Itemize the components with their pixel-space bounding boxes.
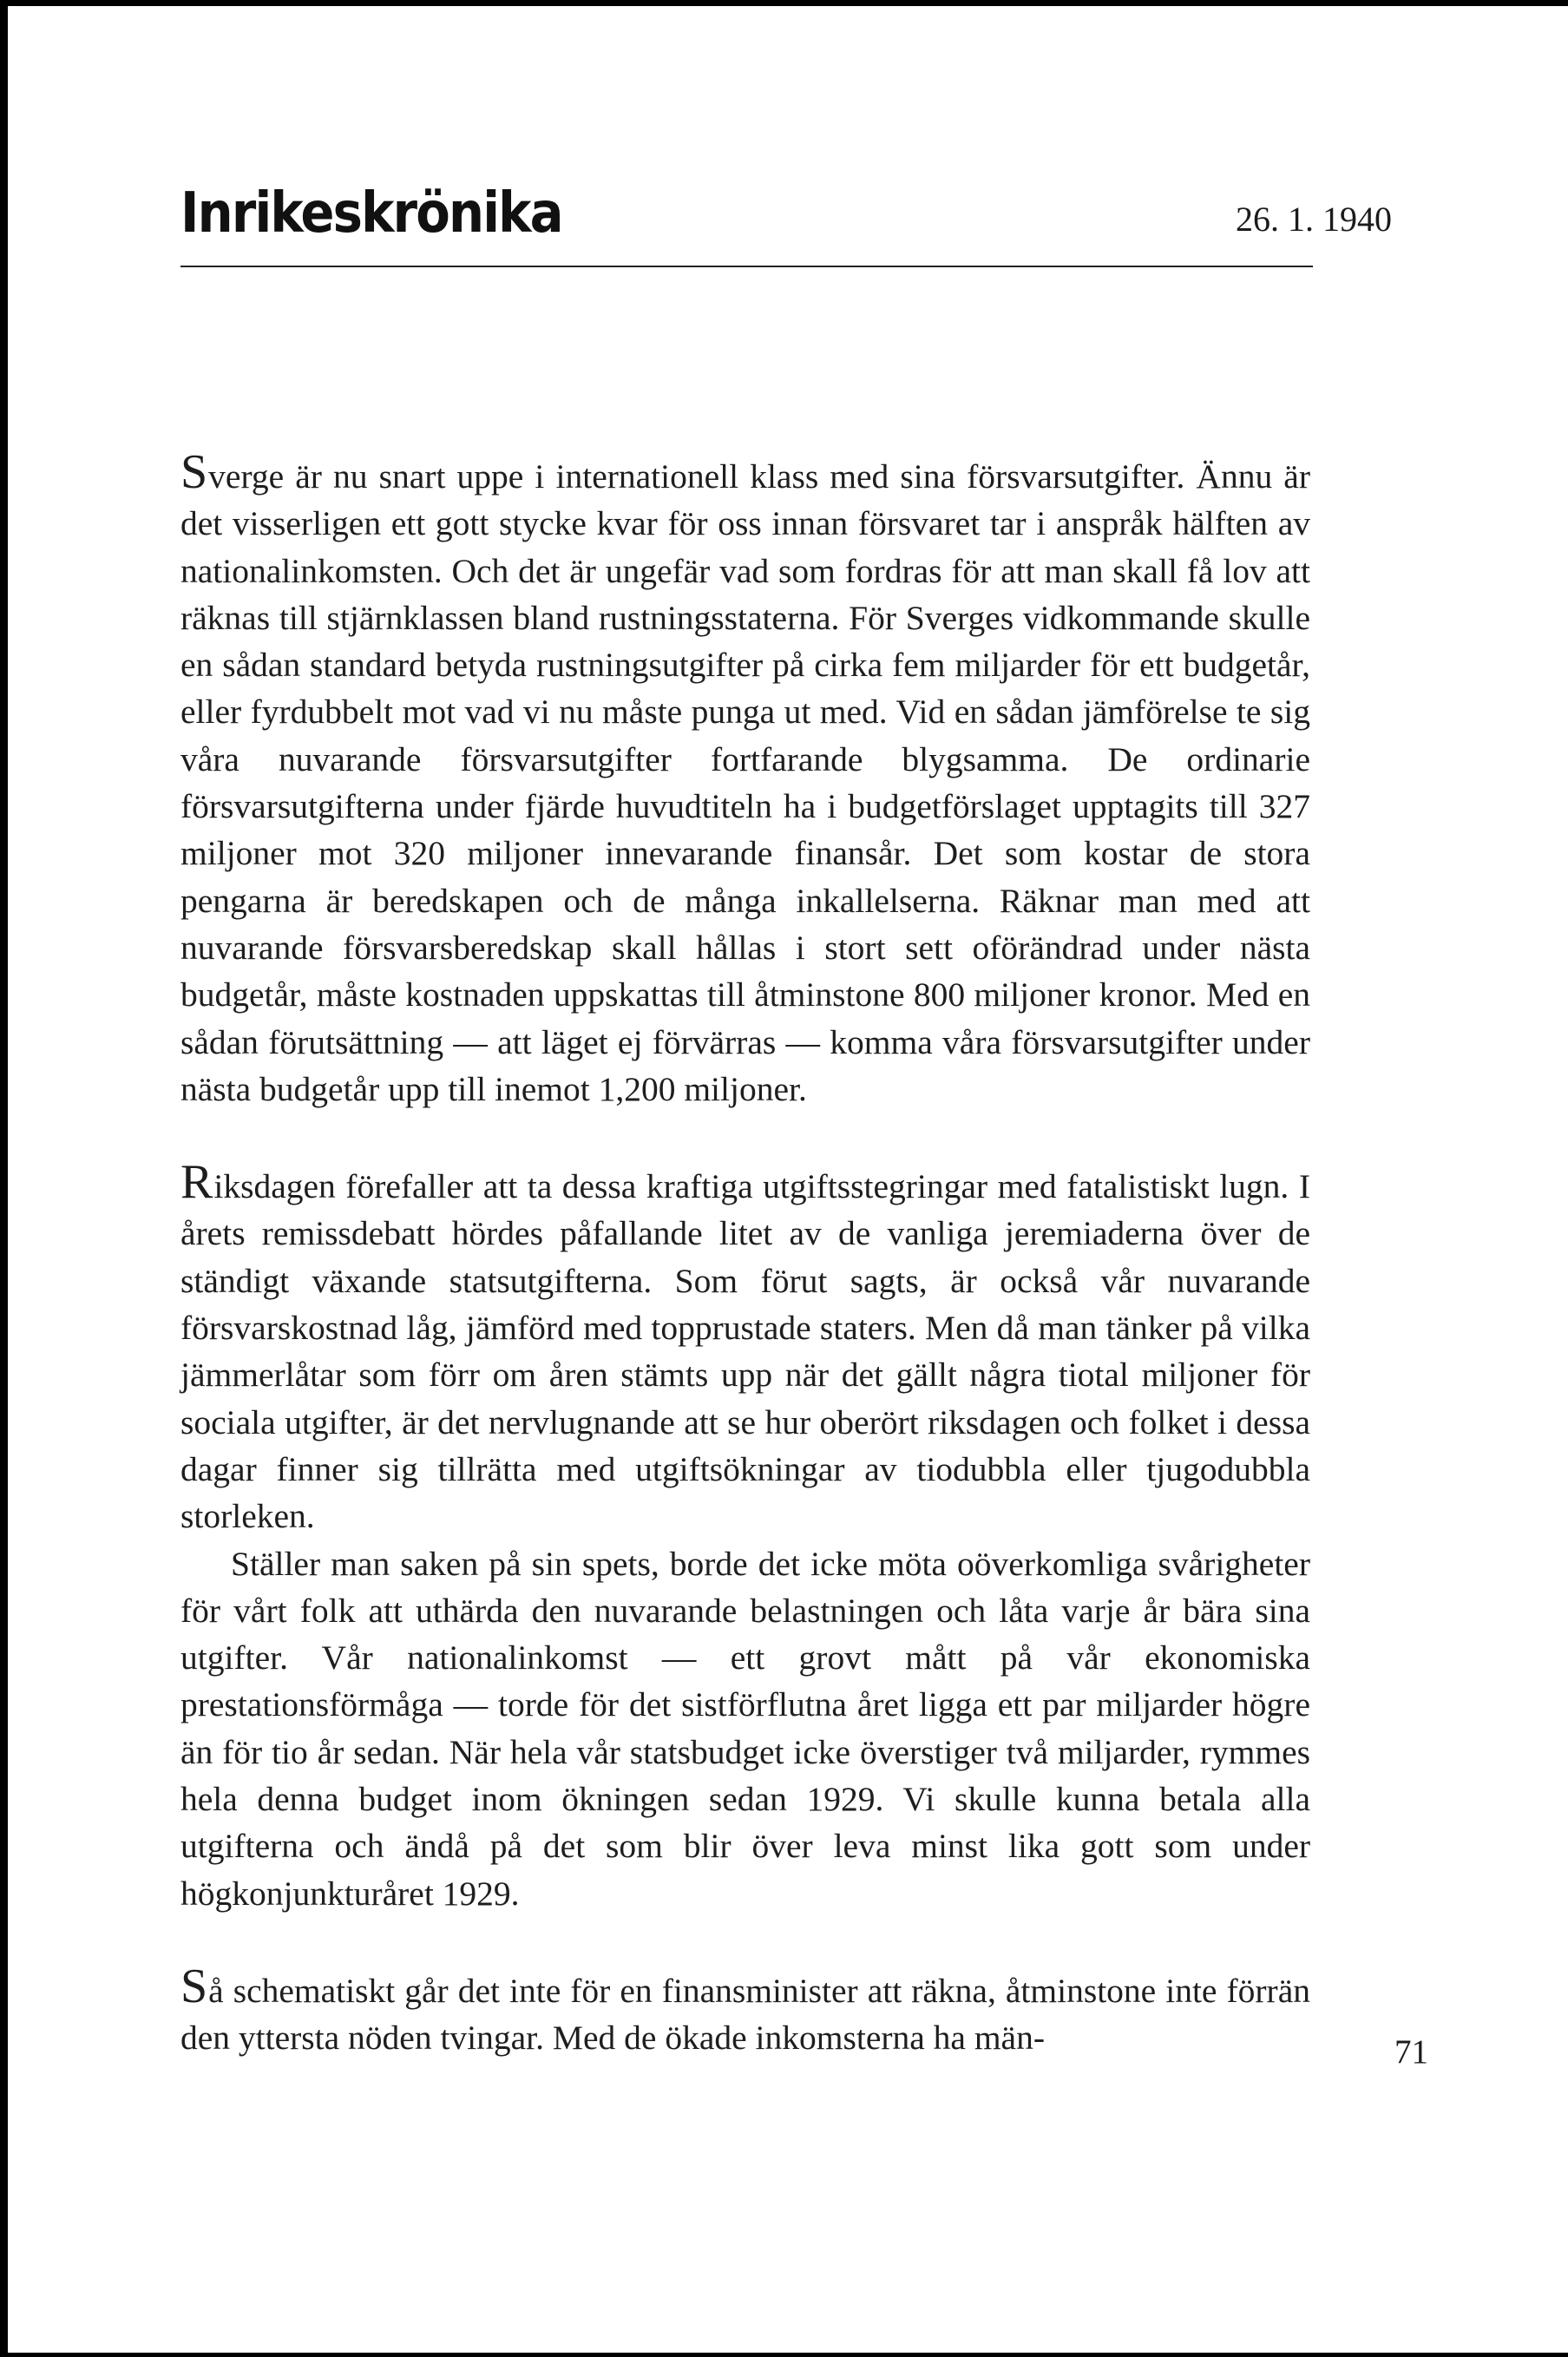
publication-date: 26. 1. 1940 xyxy=(1236,200,1392,239)
drop-initial: S xyxy=(180,445,208,499)
paragraph-spacer xyxy=(180,1113,1310,1163)
paragraph-spacer xyxy=(180,1917,1310,1967)
drop-initial: R xyxy=(180,1155,213,1210)
paragraph-text: å schematiskt går det inte för en finansminister att räkna, åtminstone inte förrän den yttersta nöden tvingar. Med de ökade inkomsterna ha män- xyxy=(180,1971,1310,2058)
paragraph-finance-minister xyxy=(180,1959,1310,2062)
paragraph-riksdag xyxy=(180,1155,1310,1540)
header-rule xyxy=(180,266,1313,267)
drop-initial: S xyxy=(180,1959,208,2013)
paragraph-national-income xyxy=(180,1540,1310,1917)
paragraph-defense-costs xyxy=(180,445,1310,1113)
page-number: 71 xyxy=(1394,2033,1428,2071)
paragraph-text: Ställer man saken på sin spets, borde det icke möta oöverkomliga svårigheter för vårt folk att uthärda den nuvarande belastningen och låta varje år bära sina utgifter. Vår nationalinkomst — ett grovt mått på vår ekonomiska prestationsförmåga — torde för det sistförflutna året ligga ett par miljarder högre än för tio år sedan. När hela vår statsbudget icke överstiger två miljarder, rymmes hela denna budget inom ökningen sedan 1929. Vi skulle kunna betala alla utgifterna och ändå på det som blir över leva minst lika gott som under högkonjunkturåret 1929. xyxy=(180,1544,1310,1913)
section-title: Inrikeskrönika xyxy=(180,181,562,246)
article-body xyxy=(180,445,1310,2062)
paragraph-text: verge är nu snart uppe i internationell klass med sina försvarsutgifter. Ännu är det visserligen ett gott stycke kvar för oss innan försvaret tar i anspråk hälften av nationalinkomsten. Och det är ungefär vad som fordras för att man skall få lov att räknas till stjärnklassen bland rustningsstaterna. För Sverges vidkommande skulle en sådan standard betyda rustningsutgifter på cirka fem miljarder för ett budgetår, eller fyrdubbelt mot vad vi nu måste punga ut med. Vid en sådan jämförelse te sig våra nuvarande försvarsutgifter fortfarande blygsamma. De ordinarie försvarsutgifterna under fjärde huvudtiteln ha i budgetförslaget upptagits till 327 miljoner mot 320 miljoner innevarande finansår. Det som kostar de stora pengarna är beredskapen och de många inkallelserna. Räknar man med att nuvarande försvarsberedskap skall hållas i stort sett oförändrad under nästa budgetår, måste kostnaden uppskattas till åtminstone 800 miljoner kronor. Med en sådan förutsättning — att läget ej förvärras — komma våra försvarsutgifter under nästa budgetår upp till inemot 1,200 miljoner. xyxy=(180,457,1310,1108)
paragraph-text: iksdagen förefaller att ta dessa kraftiga utgiftsstegringar med fatalistiskt lugn. I årets remissdebatt hördes påfallande litet av de vanliga jeremiaderna över de ständigt växande statsutgifterna. Som förut sagts, är också vår nuvarande försvarskostnad låg, jämförd med topprustade staters. Men då man tänker på vilka jämmerlåtar som förr om åren stämts upp när det gällt några tiotal miljoner för sociala utgifter, är det nervlugnande att se hur oberört riksdagen och folket i dessa dagar finner sig tillrätta med utgiftsökningar av tiodubbla eller tjugodubbla storleken. xyxy=(180,1167,1310,1536)
